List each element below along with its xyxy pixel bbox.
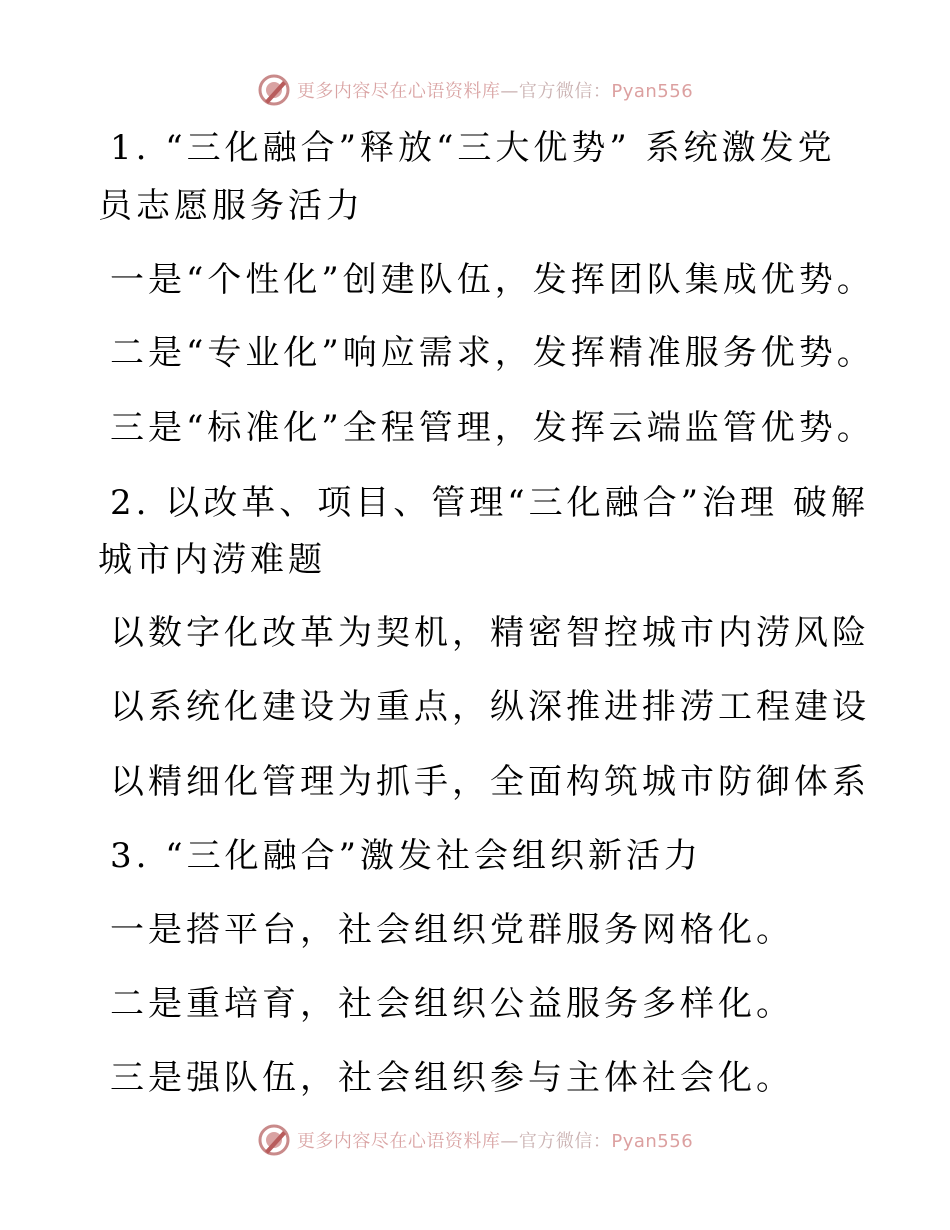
watermark-text: 更多内容尽在心语资料库—官方微信：Pyan556 (296, 1131, 694, 1152)
section-3-point-3: 三是强队伍，社会组织参与主体社会化。 (110, 1058, 794, 1098)
footer-watermark (0, 1120, 950, 1160)
section-1-point-1: 一是“个性化”创建队伍，发挥团队集成优势。 (110, 260, 875, 300)
section-2-point-2: 以系统化建设为重点，纵深推进排涝工程建设 (110, 687, 870, 727)
section-3-point-2: 二是重培育，社会组织公益服务多样化。 (110, 984, 794, 1024)
section-1-point-3: 三是“标准化”全程管理，发挥云端监管优势。 (110, 408, 875, 448)
section-2-heading-cont: 城市内涝难题 (98, 540, 326, 580)
section-3-heading: 3. “三化融合”激发社会组织新活力 (110, 836, 703, 876)
pen-logo-icon (257, 1123, 291, 1157)
section-1-heading: 1. “三化融合”释放“三大优势” 系统激发党 (110, 128, 836, 168)
section-2-point-3: 以精细化管理为抓手，全面构筑城市防御体系 (110, 762, 870, 802)
watermark-text: 更多内容尽在心语资料库—官方微信：Pyan556 (296, 81, 694, 102)
section-2-point-1: 以数字化改革为契机，精密智控城市内涝风险 (110, 613, 870, 653)
section-3-point-1: 一是搭平台，社会组织党群服务网格化。 (110, 910, 794, 950)
section-1-point-2: 二是“专业化”响应需求，发挥精准服务优势。 (110, 333, 875, 373)
section-2-heading: 2. 以改革、项目、管理“三化融合”治理 破解 (110, 483, 869, 523)
section-1-heading-cont: 员志愿服务活力 (98, 186, 364, 226)
